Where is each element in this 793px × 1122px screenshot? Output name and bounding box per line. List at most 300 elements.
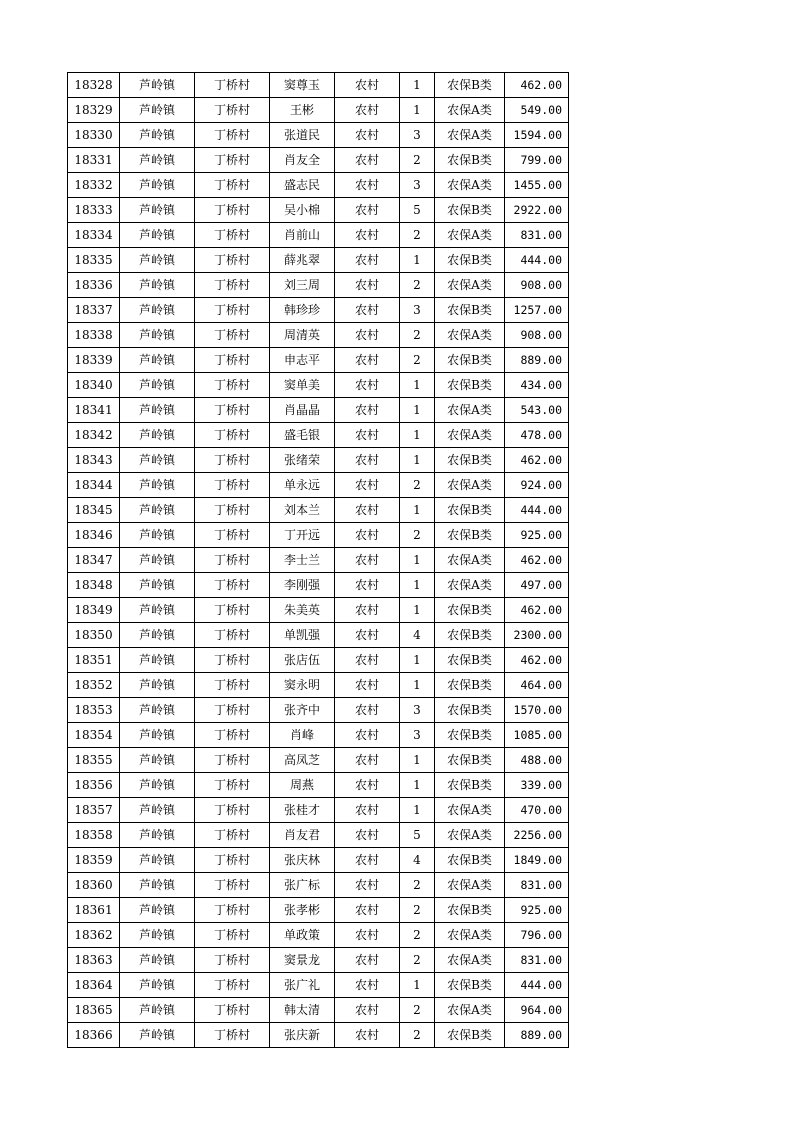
cell-town: 芦岭镇 [120, 198, 195, 223]
cell-person-name: 单政策 [270, 923, 335, 948]
table-row [68, 448, 569, 473]
cell-person-name: 窦永明 [270, 673, 335, 698]
cell-village: 丁桥村 [195, 848, 270, 873]
table-row [68, 948, 569, 973]
cell-insurance-category: 农保A类 [435, 123, 505, 148]
table-row [68, 298, 569, 323]
table-row [68, 623, 569, 648]
cell-amount: 1085.00 [505, 723, 569, 748]
cell-record-id: 18360 [68, 873, 120, 898]
cell-town: 芦岭镇 [120, 523, 195, 548]
table-row [68, 373, 569, 398]
cell-town: 芦岭镇 [120, 798, 195, 823]
cell-amount: 462.00 [505, 448, 569, 473]
cell-amount: 889.00 [505, 348, 569, 373]
cell-amount: 444.00 [505, 248, 569, 273]
cell-amount: 464.00 [505, 673, 569, 698]
cell-town: 芦岭镇 [120, 723, 195, 748]
cell-town: 芦岭镇 [120, 598, 195, 623]
table-row [68, 598, 569, 623]
cell-village: 丁桥村 [195, 198, 270, 223]
cell-town: 芦岭镇 [120, 273, 195, 298]
cell-person-name: 窦单美 [270, 373, 335, 398]
cell-town: 芦岭镇 [120, 823, 195, 848]
cell-amount: 478.00 [505, 423, 569, 448]
data-table [67, 72, 569, 1048]
cell-insurance-category: 农保A类 [435, 473, 505, 498]
table-row [68, 123, 569, 148]
cell-village: 丁桥村 [195, 723, 270, 748]
cell-household-count: 1 [400, 498, 435, 523]
table-row [68, 723, 569, 748]
cell-village: 丁桥村 [195, 748, 270, 773]
cell-record-id: 18329 [68, 98, 120, 123]
cell-household-count: 1 [400, 448, 435, 473]
cell-record-id: 18337 [68, 298, 120, 323]
cell-area-type: 农村 [335, 248, 400, 273]
cell-village: 丁桥村 [195, 548, 270, 573]
cell-person-name: 张桂才 [270, 798, 335, 823]
cell-area-type: 农村 [335, 723, 400, 748]
cell-insurance-category: 农保B类 [435, 348, 505, 373]
cell-area-type: 农村 [335, 698, 400, 723]
cell-town: 芦岭镇 [120, 773, 195, 798]
cell-insurance-category: 农保B类 [435, 198, 505, 223]
cell-area-type: 农村 [335, 873, 400, 898]
cell-household-count: 2 [400, 323, 435, 348]
cell-area-type: 农村 [335, 923, 400, 948]
cell-village: 丁桥村 [195, 698, 270, 723]
cell-area-type: 农村 [335, 123, 400, 148]
cell-record-id: 18365 [68, 998, 120, 1023]
cell-town: 芦岭镇 [120, 123, 195, 148]
cell-amount: 470.00 [505, 798, 569, 823]
cell-amount: 799.00 [505, 148, 569, 173]
table-row [68, 798, 569, 823]
cell-person-name: 申志平 [270, 348, 335, 373]
cell-insurance-category: 农保B类 [435, 648, 505, 673]
cell-household-count: 2 [400, 898, 435, 923]
cell-record-id: 18332 [68, 173, 120, 198]
cell-record-id: 18350 [68, 623, 120, 648]
cell-village: 丁桥村 [195, 248, 270, 273]
cell-record-id: 18362 [68, 923, 120, 948]
cell-insurance-category: 农保B类 [435, 448, 505, 473]
cell-record-id: 18366 [68, 1023, 120, 1048]
table-row [68, 323, 569, 348]
cell-insurance-category: 农保A类 [435, 423, 505, 448]
table-row [68, 523, 569, 548]
cell-insurance-category: 农保B类 [435, 848, 505, 873]
cell-person-name: 丁开远 [270, 523, 335, 548]
cell-amount: 925.00 [505, 523, 569, 548]
cell-amount: 831.00 [505, 873, 569, 898]
cell-amount: 1594.00 [505, 123, 569, 148]
cell-household-count: 2 [400, 273, 435, 298]
cell-amount: 1570.00 [505, 698, 569, 723]
table-row [68, 223, 569, 248]
cell-household-count: 1 [400, 398, 435, 423]
cell-village: 丁桥村 [195, 73, 270, 98]
cell-record-id: 18347 [68, 548, 120, 573]
cell-household-count: 1 [400, 773, 435, 798]
cell-area-type: 农村 [335, 598, 400, 623]
cell-insurance-category: 农保A类 [435, 873, 505, 898]
cell-record-id: 18349 [68, 598, 120, 623]
cell-person-name: 肖峰 [270, 723, 335, 748]
cell-person-name: 韩太清 [270, 998, 335, 1023]
cell-amount: 925.00 [505, 898, 569, 923]
cell-area-type: 农村 [335, 298, 400, 323]
cell-area-type: 农村 [335, 998, 400, 1023]
cell-amount: 462.00 [505, 548, 569, 573]
cell-record-id: 18351 [68, 648, 120, 673]
cell-insurance-category: 农保B类 [435, 148, 505, 173]
cell-person-name: 吴小棉 [270, 198, 335, 223]
table-row [68, 173, 569, 198]
cell-person-name: 张孝彬 [270, 898, 335, 923]
cell-record-id: 18354 [68, 723, 120, 748]
cell-household-count: 5 [400, 823, 435, 848]
cell-person-name: 单永远 [270, 473, 335, 498]
cell-amount: 462.00 [505, 648, 569, 673]
cell-town: 芦岭镇 [120, 473, 195, 498]
cell-record-id: 18344 [68, 473, 120, 498]
cell-household-count: 3 [400, 298, 435, 323]
cell-insurance-category: 农保A类 [435, 98, 505, 123]
cell-record-id: 18343 [68, 448, 120, 473]
cell-town: 芦岭镇 [120, 973, 195, 998]
cell-amount: 831.00 [505, 948, 569, 973]
cell-town: 芦岭镇 [120, 248, 195, 273]
cell-household-count: 2 [400, 998, 435, 1023]
cell-household-count: 3 [400, 173, 435, 198]
cell-insurance-category: 农保A类 [435, 998, 505, 1023]
cell-town: 芦岭镇 [120, 948, 195, 973]
cell-town: 芦岭镇 [120, 173, 195, 198]
table-row [68, 148, 569, 173]
cell-household-count: 1 [400, 73, 435, 98]
cell-town: 芦岭镇 [120, 923, 195, 948]
cell-insurance-category: 农保B类 [435, 748, 505, 773]
table-row [68, 648, 569, 673]
cell-village: 丁桥村 [195, 598, 270, 623]
table-row [68, 273, 569, 298]
table-row [68, 348, 569, 373]
table-row [68, 98, 569, 123]
cell-household-count: 3 [400, 698, 435, 723]
cell-insurance-category: 农保B类 [435, 298, 505, 323]
cell-record-id: 18334 [68, 223, 120, 248]
cell-town: 芦岭镇 [120, 298, 195, 323]
cell-amount: 462.00 [505, 73, 569, 98]
cell-area-type: 农村 [335, 173, 400, 198]
cell-village: 丁桥村 [195, 898, 270, 923]
cell-insurance-category: 农保B类 [435, 1023, 505, 1048]
table-row [68, 248, 569, 273]
cell-amount: 488.00 [505, 748, 569, 773]
cell-record-id: 18345 [68, 498, 120, 523]
table-row [68, 473, 569, 498]
cell-person-name: 张广礼 [270, 973, 335, 998]
cell-record-id: 18335 [68, 248, 120, 273]
cell-village: 丁桥村 [195, 948, 270, 973]
cell-town: 芦岭镇 [120, 548, 195, 573]
cell-household-count: 3 [400, 723, 435, 748]
cell-record-id: 18359 [68, 848, 120, 873]
cell-household-count: 1 [400, 573, 435, 598]
cell-person-name: 肖友全 [270, 148, 335, 173]
cell-village: 丁桥村 [195, 798, 270, 823]
cell-household-count: 2 [400, 923, 435, 948]
cell-record-id: 18348 [68, 573, 120, 598]
cell-person-name: 李士兰 [270, 548, 335, 573]
cell-village: 丁桥村 [195, 273, 270, 298]
cell-amount: 543.00 [505, 398, 569, 423]
cell-town: 芦岭镇 [120, 323, 195, 348]
cell-person-name: 王彬 [270, 98, 335, 123]
cell-area-type: 农村 [335, 323, 400, 348]
cell-village: 丁桥村 [195, 523, 270, 548]
cell-person-name: 盛志民 [270, 173, 335, 198]
cell-amount: 462.00 [505, 598, 569, 623]
cell-town: 芦岭镇 [120, 648, 195, 673]
cell-record-id: 18333 [68, 198, 120, 223]
cell-person-name: 单凯强 [270, 623, 335, 648]
cell-amount: 908.00 [505, 273, 569, 298]
cell-town: 芦岭镇 [120, 498, 195, 523]
cell-amount: 549.00 [505, 98, 569, 123]
cell-area-type: 农村 [335, 73, 400, 98]
cell-amount: 908.00 [505, 323, 569, 348]
cell-village: 丁桥村 [195, 98, 270, 123]
cell-household-count: 1 [400, 98, 435, 123]
cell-area-type: 农村 [335, 848, 400, 873]
cell-person-name: 薛兆翠 [270, 248, 335, 273]
cell-household-count: 1 [400, 673, 435, 698]
cell-town: 芦岭镇 [120, 1023, 195, 1048]
table-row [68, 498, 569, 523]
cell-amount: 1849.00 [505, 848, 569, 873]
cell-village: 丁桥村 [195, 148, 270, 173]
cell-record-id: 18336 [68, 273, 120, 298]
cell-record-id: 18328 [68, 73, 120, 98]
cell-village: 丁桥村 [195, 123, 270, 148]
cell-insurance-category: 农保A类 [435, 573, 505, 598]
cell-town: 芦岭镇 [120, 573, 195, 598]
cell-village: 丁桥村 [195, 223, 270, 248]
cell-household-count: 1 [400, 648, 435, 673]
cell-household-count: 2 [400, 1023, 435, 1048]
cell-insurance-category: 农保B类 [435, 498, 505, 523]
cell-household-count: 1 [400, 423, 435, 448]
cell-town: 芦岭镇 [120, 448, 195, 473]
cell-insurance-category: 农保B类 [435, 523, 505, 548]
cell-town: 芦岭镇 [120, 348, 195, 373]
table-row [68, 748, 569, 773]
cell-person-name: 韩珍珍 [270, 298, 335, 323]
cell-amount: 964.00 [505, 998, 569, 1023]
cell-insurance-category: 农保A类 [435, 798, 505, 823]
cell-household-count: 1 [400, 548, 435, 573]
cell-area-type: 农村 [335, 198, 400, 223]
cell-village: 丁桥村 [195, 473, 270, 498]
cell-person-name: 窦景龙 [270, 948, 335, 973]
cell-household-count: 5 [400, 198, 435, 223]
cell-area-type: 农村 [335, 748, 400, 773]
cell-town: 芦岭镇 [120, 623, 195, 648]
cell-household-count: 1 [400, 373, 435, 398]
cell-record-id: 18358 [68, 823, 120, 848]
cell-amount: 1455.00 [505, 173, 569, 198]
cell-area-type: 农村 [335, 498, 400, 523]
cell-person-name: 周燕 [270, 773, 335, 798]
cell-amount: 796.00 [505, 923, 569, 948]
cell-household-count: 2 [400, 223, 435, 248]
cell-person-name: 张广标 [270, 873, 335, 898]
cell-village: 丁桥村 [195, 923, 270, 948]
cell-record-id: 18363 [68, 948, 120, 973]
cell-village: 丁桥村 [195, 348, 270, 373]
cell-record-id: 18353 [68, 698, 120, 723]
cell-area-type: 农村 [335, 973, 400, 998]
cell-person-name: 肖晶晶 [270, 398, 335, 423]
cell-insurance-category: 农保B类 [435, 373, 505, 398]
cell-village: 丁桥村 [195, 873, 270, 898]
cell-area-type: 农村 [335, 273, 400, 298]
cell-village: 丁桥村 [195, 398, 270, 423]
table-row [68, 823, 569, 848]
cell-record-id: 18356 [68, 773, 120, 798]
cell-village: 丁桥村 [195, 373, 270, 398]
cell-person-name: 张店伍 [270, 648, 335, 673]
cell-amount: 497.00 [505, 573, 569, 598]
cell-area-type: 农村 [335, 798, 400, 823]
table-row [68, 998, 569, 1023]
cell-insurance-category: 农保A类 [435, 548, 505, 573]
cell-insurance-category: 农保A类 [435, 223, 505, 248]
cell-town: 芦岭镇 [120, 73, 195, 98]
cell-village: 丁桥村 [195, 423, 270, 448]
table-row [68, 423, 569, 448]
cell-household-count: 2 [400, 473, 435, 498]
cell-record-id: 18355 [68, 748, 120, 773]
cell-household-count: 1 [400, 748, 435, 773]
cell-amount: 1257.00 [505, 298, 569, 323]
cell-town: 芦岭镇 [120, 223, 195, 248]
table-row [68, 1023, 569, 1048]
cell-household-count: 1 [400, 598, 435, 623]
cell-insurance-category: 农保A类 [435, 948, 505, 973]
cell-insurance-category: 农保A类 [435, 323, 505, 348]
cell-village: 丁桥村 [195, 323, 270, 348]
cell-insurance-category: 农保A类 [435, 398, 505, 423]
cell-area-type: 农村 [335, 948, 400, 973]
table-row [68, 773, 569, 798]
cell-record-id: 18340 [68, 373, 120, 398]
cell-town: 芦岭镇 [120, 998, 195, 1023]
cell-insurance-category: 农保B类 [435, 973, 505, 998]
cell-amount: 339.00 [505, 773, 569, 798]
cell-area-type: 农村 [335, 648, 400, 673]
table-row [68, 898, 569, 923]
cell-village: 丁桥村 [195, 498, 270, 523]
cell-amount: 434.00 [505, 373, 569, 398]
cell-town: 芦岭镇 [120, 748, 195, 773]
cell-area-type: 农村 [335, 823, 400, 848]
cell-area-type: 农村 [335, 573, 400, 598]
cell-record-id: 18341 [68, 398, 120, 423]
cell-insurance-category: 农保B类 [435, 898, 505, 923]
table-row [68, 973, 569, 998]
table-row [68, 673, 569, 698]
cell-household-count: 4 [400, 623, 435, 648]
cell-area-type: 农村 [335, 98, 400, 123]
cell-person-name: 李刚强 [270, 573, 335, 598]
cell-area-type: 农村 [335, 473, 400, 498]
cell-record-id: 18338 [68, 323, 120, 348]
cell-record-id: 18331 [68, 148, 120, 173]
cell-amount: 2922.00 [505, 198, 569, 223]
cell-person-name: 张道民 [270, 123, 335, 148]
cell-person-name: 张庆林 [270, 848, 335, 873]
cell-person-name: 刘三周 [270, 273, 335, 298]
cell-household-count: 2 [400, 148, 435, 173]
cell-amount: 889.00 [505, 1023, 569, 1048]
cell-person-name: 周清英 [270, 323, 335, 348]
cell-village: 丁桥村 [195, 648, 270, 673]
cell-record-id: 18361 [68, 898, 120, 923]
cell-village: 丁桥村 [195, 573, 270, 598]
cell-town: 芦岭镇 [120, 848, 195, 873]
table-row [68, 848, 569, 873]
cell-insurance-category: 农保A类 [435, 273, 505, 298]
cell-record-id: 18330 [68, 123, 120, 148]
cell-household-count: 3 [400, 123, 435, 148]
cell-area-type: 农村 [335, 423, 400, 448]
cell-village: 丁桥村 [195, 1023, 270, 1048]
table-row [68, 73, 569, 98]
cell-town: 芦岭镇 [120, 423, 195, 448]
cell-household-count: 2 [400, 523, 435, 548]
cell-village: 丁桥村 [195, 998, 270, 1023]
table-row [68, 548, 569, 573]
cell-household-count: 2 [400, 948, 435, 973]
cell-insurance-category: 农保A类 [435, 173, 505, 198]
cell-area-type: 农村 [335, 1023, 400, 1048]
cell-area-type: 农村 [335, 673, 400, 698]
table-row [68, 198, 569, 223]
cell-area-type: 农村 [335, 898, 400, 923]
cell-amount: 444.00 [505, 973, 569, 998]
cell-area-type: 农村 [335, 348, 400, 373]
cell-household-count: 2 [400, 873, 435, 898]
cell-person-name: 肖前山 [270, 223, 335, 248]
cell-insurance-category: 农保B类 [435, 723, 505, 748]
cell-record-id: 18346 [68, 523, 120, 548]
cell-town: 芦岭镇 [120, 898, 195, 923]
cell-amount: 2256.00 [505, 823, 569, 848]
cell-insurance-category: 农保B类 [435, 698, 505, 723]
cell-person-name: 朱美英 [270, 598, 335, 623]
cell-record-id: 18352 [68, 673, 120, 698]
cell-record-id: 18339 [68, 348, 120, 373]
cell-town: 芦岭镇 [120, 873, 195, 898]
cell-person-name: 张绪荣 [270, 448, 335, 473]
cell-household-count: 1 [400, 798, 435, 823]
cell-record-id: 18364 [68, 973, 120, 998]
cell-person-name: 张齐中 [270, 698, 335, 723]
